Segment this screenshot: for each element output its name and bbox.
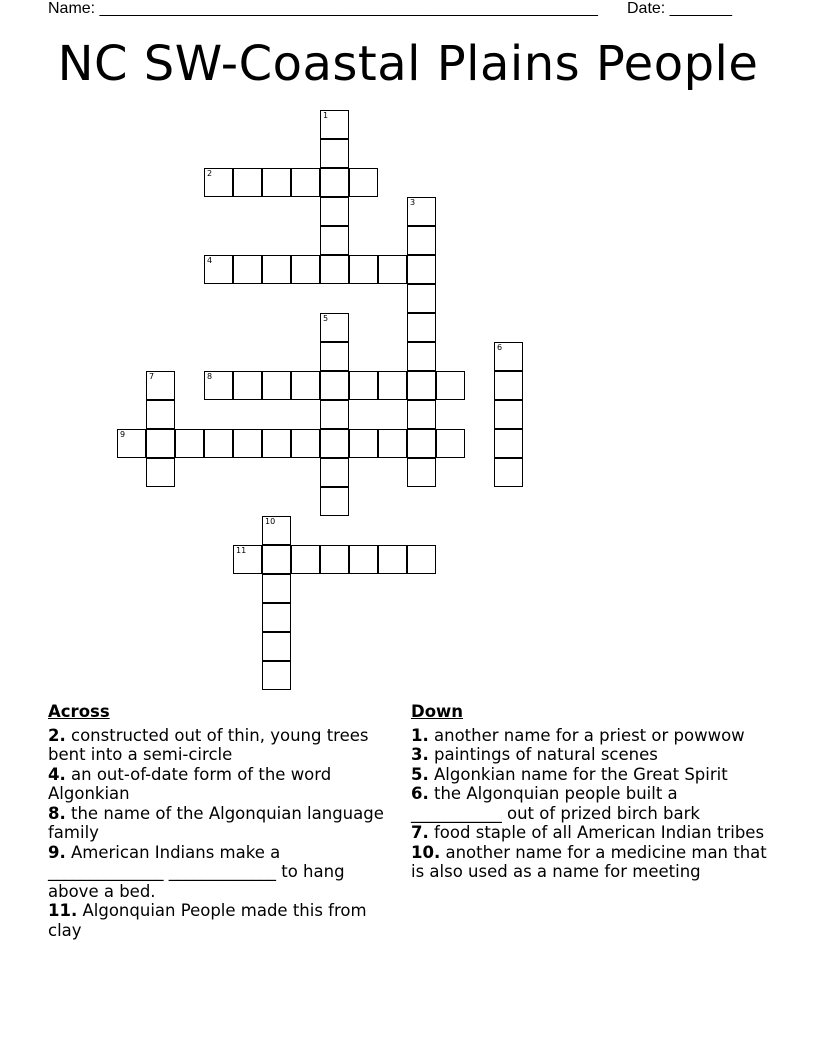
grid-cell[interactable] xyxy=(262,255,291,284)
grid-cell[interactable] xyxy=(349,255,378,284)
grid-cell[interactable] xyxy=(320,400,349,429)
clue-number: 1. xyxy=(411,725,429,745)
grid-cell[interactable] xyxy=(320,458,349,487)
grid-cell[interactable] xyxy=(407,458,436,487)
cell-number-6: 6 xyxy=(497,343,503,352)
grid-cell[interactable] xyxy=(320,545,349,574)
grid-cell[interactable] xyxy=(494,371,523,400)
grid-cell[interactable] xyxy=(291,371,320,400)
grid-cell[interactable] xyxy=(320,371,349,400)
clue-text: American Indians make a ______________ _____________ to hang above a bed. xyxy=(48,842,345,901)
grid-cell[interactable] xyxy=(320,168,349,197)
grid-cell[interactable] xyxy=(407,226,436,255)
clue-number: 11. xyxy=(48,901,78,920)
cell-number-10: 10 xyxy=(265,517,276,526)
grid-cell[interactable] xyxy=(436,371,465,400)
cell-number-3: 3 xyxy=(410,198,416,207)
grid-cell[interactable] xyxy=(407,313,436,342)
clue-number: 6. xyxy=(411,784,429,803)
clue-number: 8. xyxy=(48,803,66,823)
grid-cell[interactable] xyxy=(407,545,436,574)
clue-text: the Algonquian people built a ___________ out of prized birch bark xyxy=(411,784,700,823)
grid-cell[interactable] xyxy=(494,400,523,429)
down-clues xyxy=(411,702,771,882)
grid-cell[interactable] xyxy=(378,371,407,400)
clue-across-4 xyxy=(48,765,393,804)
clue-down-3 xyxy=(411,745,771,765)
grid-cell[interactable] xyxy=(494,458,523,487)
grid-cell[interactable] xyxy=(378,429,407,458)
grid-cell[interactable] xyxy=(262,429,291,458)
cell-number-4: 4 xyxy=(207,256,213,265)
clue-down-10 xyxy=(411,843,771,882)
across-clues xyxy=(48,702,393,940)
cell-number-11: 11 xyxy=(236,546,247,555)
grid-cell[interactable] xyxy=(291,429,320,458)
grid-cell[interactable] xyxy=(378,255,407,284)
clue-down-6 xyxy=(411,784,771,823)
grid-cell[interactable] xyxy=(291,255,320,284)
grid-cell[interactable] xyxy=(320,226,349,255)
grid-cell[interactable] xyxy=(320,255,349,284)
clue-text: food staple of all American Indian tribes xyxy=(434,823,765,842)
grid-cell[interactable] xyxy=(407,255,436,284)
grid-cell[interactable] xyxy=(320,487,349,516)
grid-cell[interactable] xyxy=(262,371,291,400)
cell-number-1: 1 xyxy=(323,111,329,120)
clue-text: Algonquian People made this from clay xyxy=(48,901,367,940)
clue-text: an out-of-date form of the word Algonkian xyxy=(48,764,332,803)
grid-cell[interactable] xyxy=(262,632,291,661)
page-title: NC SW-Coastal Plains People xyxy=(57,36,759,92)
grid-cell[interactable] xyxy=(320,429,349,458)
grid-cell[interactable] xyxy=(233,371,262,400)
grid-cell[interactable] xyxy=(291,168,320,197)
clue-text: another name for a medicine man that is also used as a name for meeting xyxy=(411,842,767,881)
grid-cell[interactable] xyxy=(146,429,175,458)
grid-cell[interactable] xyxy=(146,400,175,429)
clue-across-8 xyxy=(48,804,393,843)
cell-number-9: 9 xyxy=(120,430,126,439)
grid-cell[interactable] xyxy=(262,168,291,197)
grid-cell[interactable] xyxy=(291,545,320,574)
grid-cell[interactable] xyxy=(262,661,291,690)
clue-down-1 xyxy=(411,726,771,746)
clue-number: 2. xyxy=(48,725,66,745)
clue-number: 9. xyxy=(48,842,66,862)
grid-cell[interactable] xyxy=(233,429,262,458)
grid-cell[interactable] xyxy=(407,284,436,313)
clue-text: the name of the Algonquian language family xyxy=(48,803,384,842)
cell-number-2: 2 xyxy=(207,169,213,178)
clue-across-2 xyxy=(48,726,393,765)
across-heading: Across xyxy=(48,702,110,721)
clue-text: another name for a priest or powwow xyxy=(434,725,745,745)
grid-cell[interactable] xyxy=(262,574,291,603)
date-field-label: Date: _______ xyxy=(627,0,732,17)
cell-number-5: 5 xyxy=(323,314,329,323)
clue-across-9 xyxy=(48,843,393,902)
grid-cell[interactable] xyxy=(407,400,436,429)
cell-number-8: 8 xyxy=(207,372,213,381)
clue-text: Algonkian name for the Great Spirit xyxy=(434,764,728,784)
clue-down-7 xyxy=(411,823,771,843)
grid-cell[interactable] xyxy=(349,168,378,197)
grid-cell[interactable] xyxy=(320,197,349,226)
clue-number: 5. xyxy=(411,764,429,784)
clue-number: 7. xyxy=(411,823,429,842)
grid-cell[interactable] xyxy=(233,255,262,284)
grid-cell[interactable] xyxy=(349,545,378,574)
grid-cell[interactable] xyxy=(378,545,407,574)
clue-down-5 xyxy=(411,765,771,785)
clue-number: 10. xyxy=(411,842,441,862)
clue-text: paintings of natural scenes xyxy=(434,745,658,764)
grid-cell[interactable] xyxy=(436,429,465,458)
grid-cell[interactable] xyxy=(320,342,349,371)
grid-cell[interactable] xyxy=(494,429,523,458)
grid-cell[interactable] xyxy=(262,603,291,632)
clue-across-11 xyxy=(48,901,393,940)
grid-cell[interactable] xyxy=(233,168,262,197)
grid-cell[interactable] xyxy=(175,429,204,458)
grid-cell[interactable] xyxy=(349,371,378,400)
grid-cell[interactable] xyxy=(407,429,436,458)
name-field-label: Name: ________________________________________________________ xyxy=(48,0,598,17)
down-heading: Down xyxy=(411,702,464,721)
grid-cell[interactable] xyxy=(320,139,349,168)
grid-cell[interactable] xyxy=(146,458,175,487)
grid-cell[interactable] xyxy=(262,545,291,574)
clue-number: 3. xyxy=(411,745,429,764)
clue-text: constructed out of thin, young trees bent into a semi-circle xyxy=(48,725,369,764)
clue-number: 4. xyxy=(48,764,66,784)
grid-cell[interactable] xyxy=(349,429,378,458)
grid-cell[interactable] xyxy=(204,429,233,458)
grid-cell[interactable] xyxy=(407,342,436,371)
grid-cell[interactable] xyxy=(407,371,436,400)
cell-number-7: 7 xyxy=(149,372,155,381)
